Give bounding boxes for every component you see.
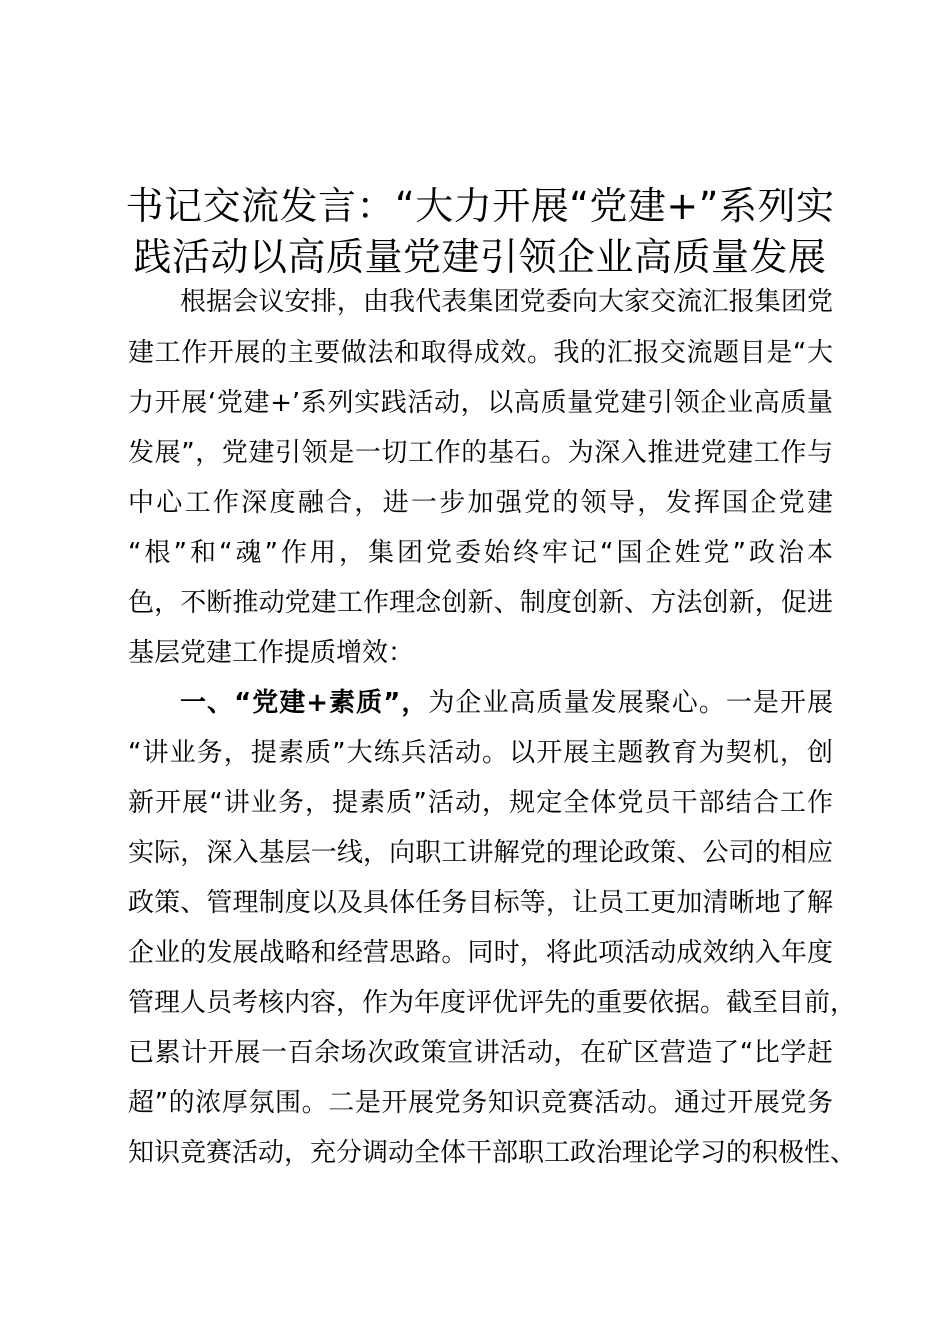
- paragraph-1-line-2: 建工作开展的主要做法和取得成效。我的汇报交流题目是“大: [128, 338, 833, 368]
- document-title-line-2: 践活动以高质量党建引领企业高质量发展: [133, 235, 827, 279]
- document-title-line-1: 书记交流发言：“大力开展“党建+”系列实: [125, 184, 835, 228]
- paragraph-1-line-3: 力开展‘党建+’系列实践活动，以高质量党建引领企业高质量: [128, 388, 833, 418]
- section-heading: 一、“党建+素质”，: [180, 688, 429, 718]
- paragraph-2-line-7: 管理人员考核内容，作为年度评优评先的重要依据。截至目前，: [128, 988, 857, 1018]
- paragraph-1-line-4: 发展”，党建引领是一切工作的基石。为深入推进党建工作与: [128, 438, 833, 468]
- paragraph-1-line-8: 基层党建工作提质增效：: [128, 638, 415, 668]
- paragraph-2-line-2: “讲业务，提素质”大练兵活动。以开展主题教育为契机，创: [128, 738, 833, 768]
- paragraph-2-line-5: 政策、管理制度以及具体任务目标等，让员工更加清晰地了解: [128, 888, 833, 918]
- paragraph-2-line-9: 超”的浓厚氛围。二是开展党务知识竞赛活动。通过开展党务: [128, 1088, 833, 1118]
- paragraph-1-line-1: 根据会议安排，由我代表集团党委向大家交流汇报集团党: [180, 287, 833, 317]
- paragraph-2-line-4: 实际，深入基层一线，向职工讲解党的理论政策、公司的相应: [128, 838, 833, 868]
- paragraph-1-line-7: 色，不断推动党建工作理念创新、制度创新、方法创新，促进: [128, 588, 833, 618]
- paragraph-2-line-1: [180, 686, 833, 720]
- paragraph-2-line-1-text: 为企业高质量发展聚心。一是开展: [428, 688, 833, 718]
- paragraph-1-line-5: 中心工作深度融合，进一步加强党的领导，发挥国企党建: [128, 488, 833, 518]
- paragraph-2-line-6: 企业的发展战略和经营思路。同时，将此项活动成效纳入年度: [128, 938, 833, 968]
- paragraph-2-line-10: 知识竞赛活动，充分调动全体干部职工政治理论学习的积极性、: [128, 1138, 857, 1168]
- paragraph-2-line-3: 新开展“讲业务，提素质”活动，规定全体党员干部结合工作: [128, 788, 833, 818]
- paragraph-1-line-6: “根”和“魂”作用，集团党委始终牢记“国企姓党”政治本: [128, 538, 833, 568]
- paragraph-2-line-8: 已累计开展一百余场次政策宣讲活动，在矿区营造了“比学赶: [128, 1038, 833, 1068]
